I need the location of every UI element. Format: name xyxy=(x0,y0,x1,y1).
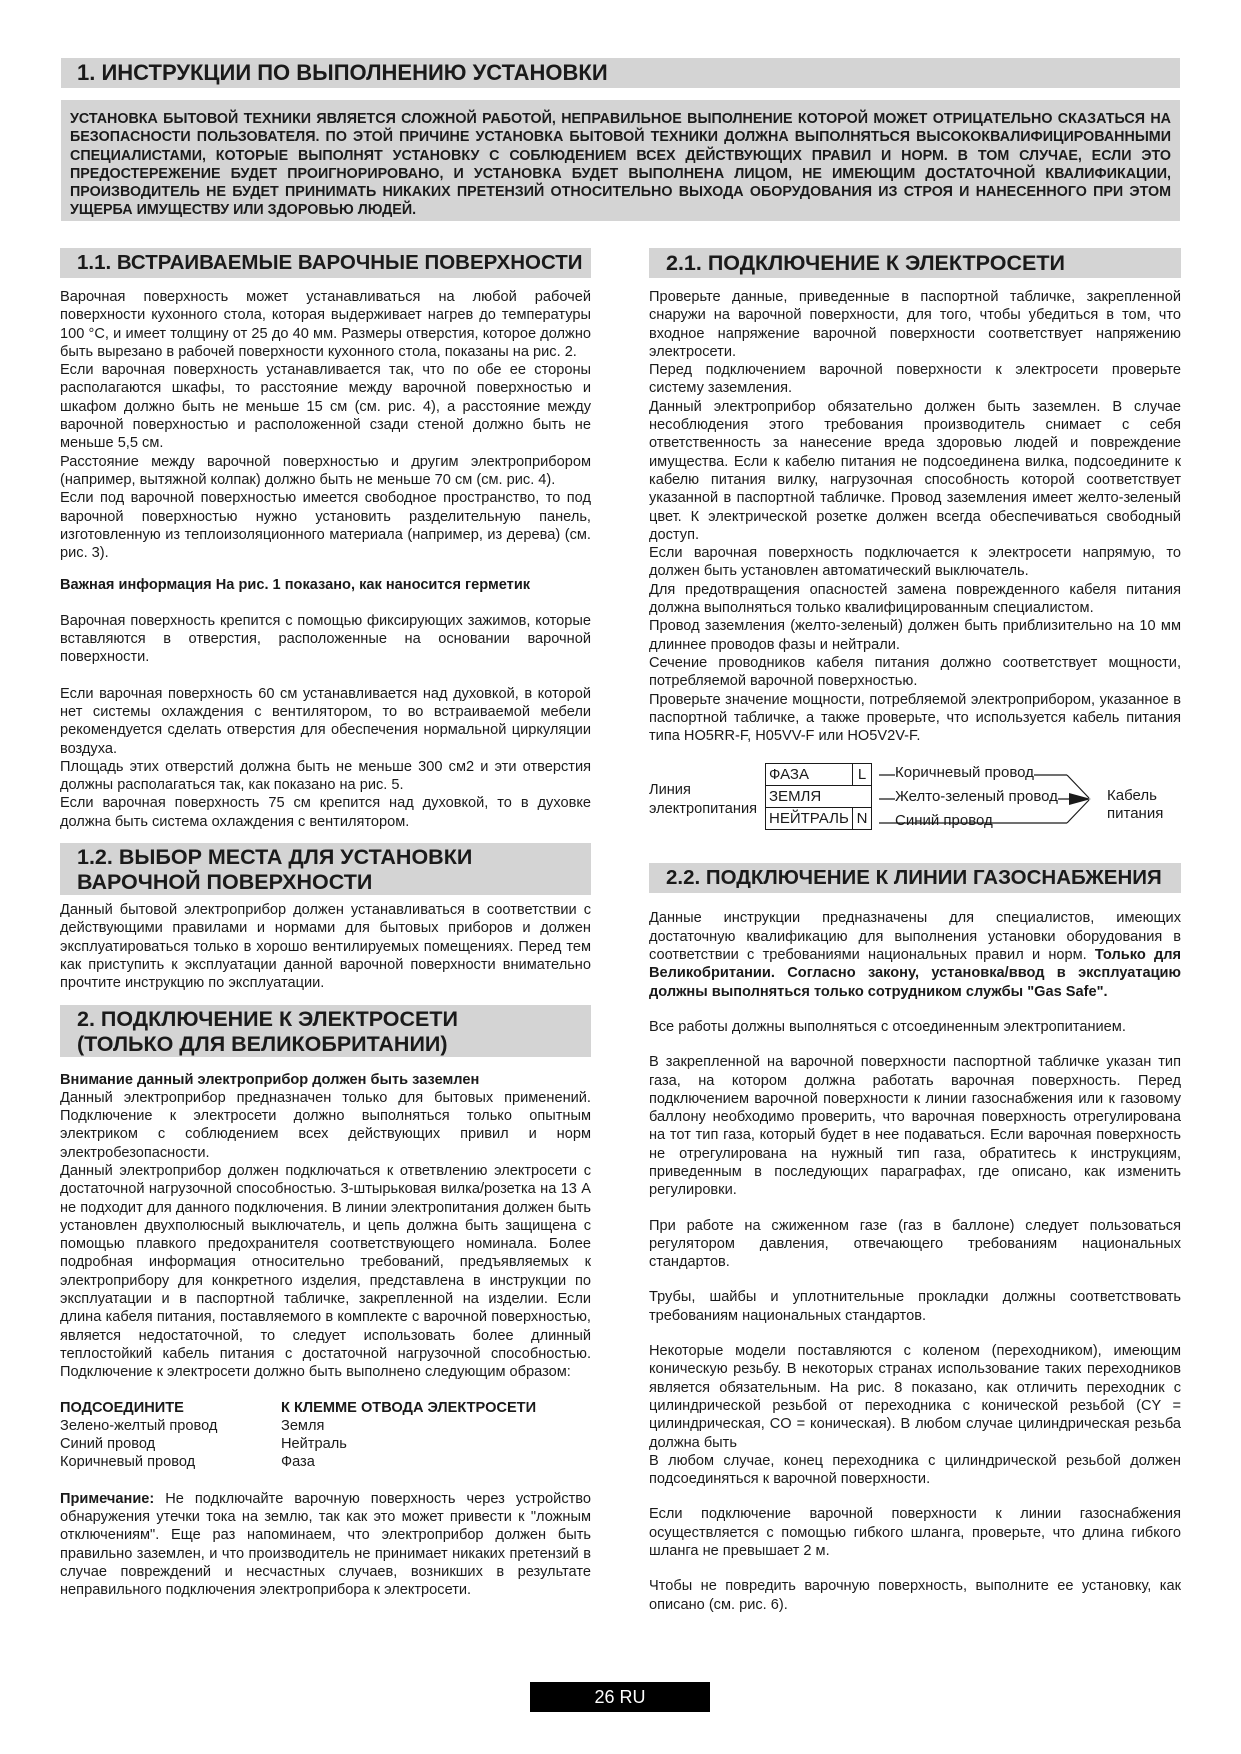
s22-p1: Данные инструкции предназначены для специалистов, имеющих достаточную квалификацию для выполнения установки оборудования в соответствии с требованиями национальных правил и норм. Только для Великобритании. Согласно закону, установка/ввод в эксплуатацию должны выполняться только сотрудником службы "Gas Safe". xyxy=(649,910,1182,1000)
s11-p4: Если под варочной поверхностью имеется свободное пространство, то под варочной поверхностью нужно установить разделительную панель, изготовленную из теплоизоляционного материала (например, из дерева) (см. рис. 3). xyxy=(60,490,591,562)
wire-label-blue: Синий провод xyxy=(895,812,993,830)
main-heading-text: 1. ИНСТРУКЦИИ ПО ВЫПОЛНЕНИЮ УСТАНОВКИ xyxy=(77,60,608,85)
wire-label-yellow-green: Желто-зеленый провод xyxy=(895,788,1058,806)
s21-p2: Перед подключением варочной поверхности к электросети проверьте систему заземления. xyxy=(649,362,1181,397)
section-2-heading: 2. ПОДКЛЮЧЕНИЕ К ЭЛЕКТРОСЕТИ (ТОЛЬКО ДЛЯ ВЕЛИКОБРИТАНИИ) xyxy=(60,1005,591,1057)
s11-p3: Расстояние между варочной поверхностью и другим электроприбором (например, вытяжной колпак) должно быть не меньше 70 см (см. рис. 4). xyxy=(60,453,591,488)
line-label: Линия электропитания xyxy=(649,782,758,817)
s12-p1: Данный бытовой электроприбор должен устанавливаться в соответствии с действующими правилами и нормами для бытовых приборов и должен эксплуатироваться только в хорошо вентилируемых помещениях. Перед тем как приступить к эксплуатации данной варочной поверхности внимательно прочтите инструкцию по эксплуатации. xyxy=(60,902,591,992)
s22-p4: При работе на сжиженном газе (газ в баллоне) следует пользоваться регулятором давления, отвечающего требованиям национальных стандартов. xyxy=(649,1217,1181,1271)
s21-p5: Для предотвращения опасностей замена поврежденного кабеля питания должна выполняться только квалифицированным специалистом. xyxy=(649,581,1181,617)
s22-p2: Все работы должны выполняться с отсоединенным электропитанием. xyxy=(649,1018,1126,1035)
s11-p1: Варочная поверхность может устанавливаться на любой рабочей поверхности кухонного стола, которая выдерживает нагрев до температуры 100 °C, и имеет толщину от 25 до 40 мм. Размеры отверстия, которое должно быть вырезано в рабочей поверхности кухонного стола, показаны на рис. 2. xyxy=(60,289,591,360)
table-row: Синий провод Нейтраль xyxy=(60,1436,347,1453)
warning-box xyxy=(61,100,1180,221)
table-row: Коричневый провод Фаза xyxy=(60,1454,315,1471)
page-number: 26 RU xyxy=(530,1682,710,1712)
section-2-2-heading: 2.2. ПОДКЛЮЧЕНИЕ К ЛИНИИ ГАЗОСНАБЖЕНИЯ xyxy=(649,863,1181,893)
wire-label-brown: Коричневый провод xyxy=(895,761,1034,785)
s11-p2: Если варочная поверхность устанавливается так, что по обе ее стороны располагаются шкафы, то расстояние между варочной поверхностью и шкафом должно быть не меньше 15 см (см. рис. 4), а расстояние между варочной поверхностью и расположенной сзади стеной должно быть не меньше 5,5 см. xyxy=(60,362,591,452)
s22-p9: Чтобы не повредить варочную поверхность, выполните ее установку, как описано (см. рис. 6). xyxy=(649,1578,1181,1613)
s11-p6: Если варочная поверхность 60 см устанавливается над духовкой, в которой нет системы охлаждения с вентилятором, то во встраиваемой мебели рекомендуется сделать отверстия для обеспечения нормальной циркуляции воздуха. xyxy=(60,685,591,757)
s21-p3: Данный электроприбор обязательно должен быть заземлен. В случае несоблюдения этого требования производитель снимает с себя ответственность за нанесение вреда здоровью людей и повреждение имущества. Если к кабелю питания не подсоединена вилка, подсоедините к кабелю питания вилку, нагрузочная способность которой соответствует указанной в паспортной табличке. Провод заземления имеет желто-зеленый цвет. К электрической розетке должен всегда обеспечиваться свободный доступ. xyxy=(649,398,1181,543)
s22-p8: Если подключение варочной поверхности к линии газоснабжения осуществляется с помощью гибкого шланга, проверьте, что длина гибкого шланга не превышает 2 м. xyxy=(649,1506,1181,1560)
section-1-1-heading: 1.1. ВСТРАИВАЕМЫЕ ВАРОЧНЫЕ ПОВЕРХНОСТИ xyxy=(60,248,591,278)
s21-p1: Проверьте данные, приведенные в паспортной табличке, закрепленной снаружи на варочной поверхности, для того, чтобы убедиться в том, что входное напряжение варочной поверхности соответствует напряжению электросети. xyxy=(649,289,1181,360)
s22-p3: В закрепленной на варочной поверхности паспортной табличке указан тип газа, на котором должна работать варочная поверхность. Перед подключением варочной поверхности к линии газоснабжения или к газовому баллону необходимо проверить, что варочная поверхность отрегулирована на тот тип газа, который будет в нее подаваться. Если варочная поверхность не отрегулирована на нужный тип газа, обратитесь к инструкциям, приведенным в последующих параграфах, где описано, как изменить регулировки. xyxy=(649,1054,1181,1199)
s21-p4: Если варочная поверхность подключается к электросети напрямую, то должен быть установлен автоматический выключатель. xyxy=(649,545,1181,580)
section-2-1-heading: 2.1. ПОДКЛЮЧЕНИЕ К ЭЛЕКТРОСЕТИ xyxy=(649,248,1181,278)
cable-label: Кабель питания xyxy=(1107,787,1164,823)
warning-text: УСТАНОВКА БЫТОВОЙ ТЕХНИКИ ЯВЛЯЕТСЯ СЛОЖНОЙ РАБОТОЙ, НЕПРАВИЛЬНОЕ ВЫПОЛНЕНИЕ КОТОРОЙ МОЖЕТ ОТРИЦАТЕЛЬНО СКАЗАТЬСЯ НА БЕЗОПАСНОСТИ ПОЛЬЗОВАТЕЛЯ. ПО ЭТОЙ ПРИЧИНЕ УСТАНОВКА БЫТОВОЙ ТЕХНИКИ ДОЛЖНА ВЫПОЛНЯТЬСЯ ВЫСОКОКВАЛИФИЦИРОВАННЫМИ СПЕЦИАЛИСТАМИ, КОТОРЫЕ ВЫПОЛНЯТ УСТАНОВКУ С СОБЛЮДЕНИЕМ ВСЕХ ДЕЙСТВУЮЩИХ ПРАВИЛ И НОРМ. В ТОМ СЛУЧАЕ, ЕСЛИ ЭТО ПРЕДОСТЕРЕЖЕНИЕ БУДЕТ ПРОИГНОРИРОВАНО, И УСТАНОВКА БУДЕТ ВЫПОЛНЕНА ЛИЦОМ, НЕ ИМЕЮЩИМ ДОСТАТОЧНОЙ КВАЛИФИКАЦИИ, ПРОИЗВОДИТЕЛЬ НЕ БУДЕТ ПРИНИМАТЬ НИКАКИХ ПРЕТЕНЗИЙ ОТНОСИТЕЛЬНО ВЫХОДА ОБОРУДОВАНИЯ ИЗ СТРОЯ И НАНЕСЕННОГО ПРИ ЭТОМ УЩЕРБА ИМУЩЕСТВУ ИЛИ ЗДОРОВЬЮ ЛЮДЕЙ. xyxy=(70,111,1171,219)
s2-p1: Данный электроприбор предназначен только для бытовых применений. Подключение к электросети должно выполняться только опытным электриком с соблюдением всех действующих привил и норм электробезопасности. xyxy=(60,1089,591,1161)
s11-important: Важная информация На рис. 1 показано, как наносится герметик xyxy=(60,577,531,594)
left-column xyxy=(60,248,591,1600)
s21-p7: Сечение проводников кабеля питания должно соответствует мощности, потребляемой варочной поверхностью. xyxy=(649,654,1181,690)
s22-p7: В любом случае, конец переходника с цилиндрической резьбой должен подсоединяться к варочной поверхности. xyxy=(649,1452,1181,1488)
s11-p7: Площадь этих отверстий должна быть не меньше 300 см2 и эти отверстия должны располагаться так, как показано на рис. 5. xyxy=(60,758,591,794)
section-1-2-heading: 1.2. ВЫБОР МЕСТА ДЛЯ УСТАНОВКИ ВАРОЧНОЙ ПОВЕРХНОСТИ xyxy=(60,843,591,895)
s2-note xyxy=(60,1490,591,1600)
main-heading xyxy=(61,58,1180,88)
table-row: Зелено-желтый провод Земля xyxy=(60,1417,325,1434)
connection-table-header: ПОДСОЕДИНИТЕ К КЛЕММЕ ОТВОДА ЭЛЕКТРОСЕТИ xyxy=(60,1399,537,1416)
terminal-row-phase: ФАЗА L xyxy=(766,764,872,786)
s22-p6: Некоторые модели поставляются с коленом (переходником), имеющим коническую резьбу. В некоторых странах использование таких переходников является обязательным. На рис. 8 показано, как отличить переходник с цилиндрической резьбой от переходника с конической резьбой (CY = цилиндрическая, CO = коническая). В любом случае цилиндрическая резьба должна быть xyxy=(649,1343,1181,1451)
connection-table xyxy=(60,1400,536,1473)
s21-p8: Проверьте значение мощности, потребляемой электроприбором, указанное в паспортной табличке, а также проверьте, что используется кабель питания типа HO5RR-F, H05VV-F или HO5V2V-F. xyxy=(649,691,1181,745)
s22-p5: Трубы, шайбы и уплотнительные прокладки должны соответствовать требованиям национальных стандартов. xyxy=(649,1289,1181,1324)
s2-p2: Данный электроприбор должен подключаться к ответвлению электросети с достаточной нагрузочной способностью. 3-штырьковая вилка/розетка на 13 А не подходит для данного подключения. В линии электропитания должен быть установлен двухполюсный выключатель, и цепь должна быть защищена с помощью плавкого предохранителя соответствующего номинала. Более подробная информация относительно требований, предъявляемых к электроприбору для конкретного изделия, представлена в инструкции по эксплуатации и в паспортной табличке, закрепленной на изделии. Если длина кабеля питания, поставляемого в комплекте с варочной поверхностью, является недостаточной, то следует использовать более длинный теплостойкий кабель питания с достаточной нагрузочной способностью. Подключение к электросети должно быть выполнено следующим образом: xyxy=(60,1162,591,1381)
s11-p8: Если варочная поверхность 75 см крепится над духовкой, то в духовке должна быть система охлаждения с вентилятором. xyxy=(60,795,591,830)
s2-attention: Внимание данный электроприбор должен быть заземлен xyxy=(60,1071,480,1088)
terminal-row-neutral: НЕЙТРАЛЬ N xyxy=(766,808,872,830)
wiring-diagram xyxy=(649,761,1181,857)
s11-p5: Варочная поверхность крепится с помощью фиксирующих зажимов, которые вставляются в отверстия, расположенные на основании варочной поверхности. xyxy=(60,612,591,666)
right-column xyxy=(649,248,1181,1614)
note-text: Не подключайте варочную поверхность через устройство обнаружения утечки тока на землю, так как это может привести к "ложным отключениям". Еще раз напоминаем, что электроприбор должен быть правильно заземлен, и что производитель не принимает никаких претензий в случае повреждений и несчастных случаев, возникших в результате неправильного подключения электроприбора к электросети. xyxy=(60,1490,591,1599)
s21-p6: Провод заземления (желто-зеленый) должен быть приблизительно на 10 мм длиннее проводов фазы и нейтрали. xyxy=(649,618,1181,653)
note-label: Примечание: xyxy=(60,1490,155,1507)
terminal-row-earth: ЗЕМЛЯ xyxy=(766,786,872,808)
